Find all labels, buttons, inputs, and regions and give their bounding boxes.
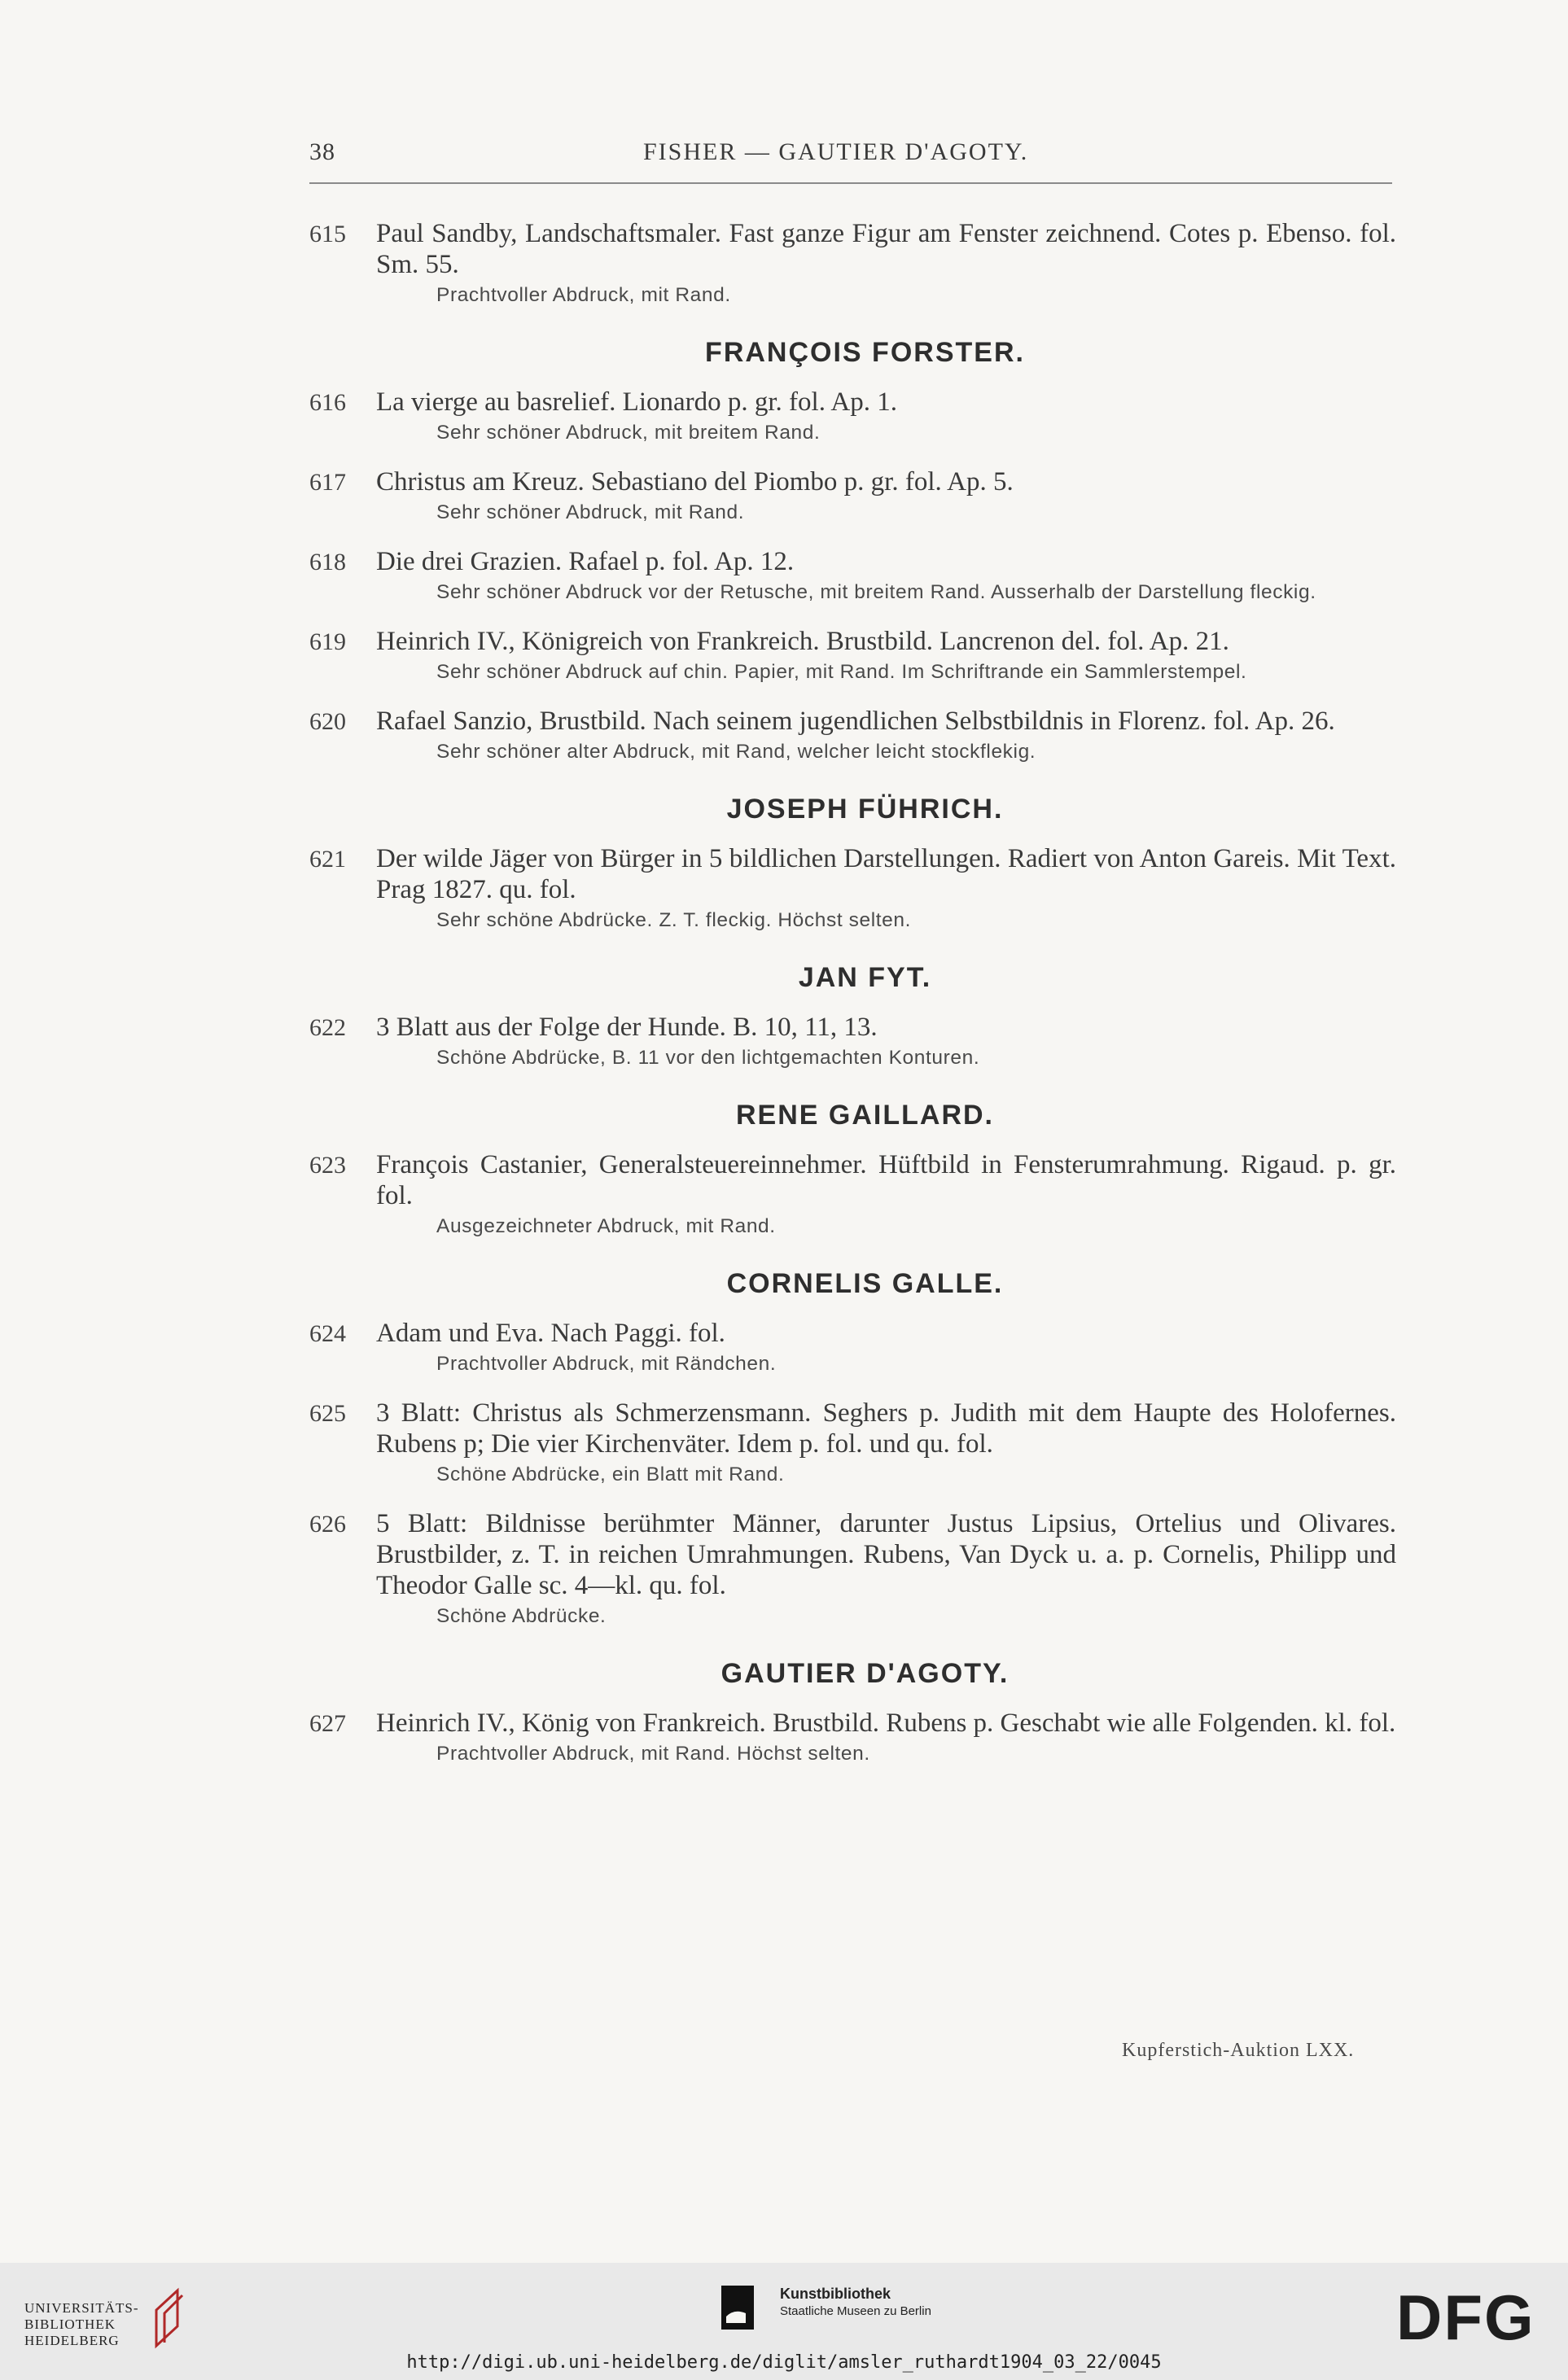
lot-number: 617 [309, 469, 346, 496]
artist-heading: CORNELIS GALLE. [726, 1268, 1004, 1299]
condition-note: Sehr schöne Abdrücke. Z. T. fleckig. Höchst selten. [436, 909, 912, 931]
page-header [309, 138, 1392, 179]
lot-number: 623 [309, 1152, 346, 1179]
condition-note: Sehr schöner Abdruck, mit Rand. [436, 501, 745, 523]
lot-description: 3 Blatt aus der Folge der Hunde. B. 10, 11, 13. [376, 1013, 878, 1042]
catalogue-entry [309, 1012, 1396, 1072]
catalogue-entry [309, 1318, 1396, 1378]
lot-description: La vierge au basrelief. Lionardo p. gr. fol. Ap. 1. [376, 387, 897, 417]
catalogue-entry [309, 546, 1396, 606]
signature-line: Kupferstich-Auktion LXX. [1122, 2040, 1355, 2061]
condition-note: Schöne Abdrücke. [436, 1605, 607, 1627]
condition-note: Sehr schöner alter Abdruck, mit Rand, welcher leicht stockflekig. [436, 741, 1036, 763]
lot-number: 621 [309, 846, 346, 873]
artist-heading: GAUTIER D'AGOTY. [720, 1658, 1010, 1689]
catalogue-entry [309, 706, 1396, 766]
page-number: 38 [309, 138, 335, 165]
lot-description: Adam und Eva. Nach Paggi. fol. [376, 1319, 725, 1348]
lot-number: 620 [309, 708, 346, 735]
lot-number: 615 [309, 221, 346, 247]
lot-number: 619 [309, 628, 346, 655]
artist-heading: RENE GAILLARD. [736, 1100, 994, 1131]
lot-number: 625 [309, 1400, 346, 1427]
lot-description: Christus am Kreuz. Sebastiano del Piombo p. gr. fol. Ap. 5. [376, 467, 1014, 497]
lot-number: 622 [309, 1014, 346, 1041]
condition-note: Ausgezeichneter Abdruck, mit Rand. [436, 1215, 776, 1237]
artist-heading: JAN FYT. [798, 962, 932, 993]
condition-note: Schöne Abdrücke, ein Blatt mit Rand. [436, 1463, 785, 1485]
catalogue-entry [309, 218, 1396, 309]
catalogue-entry [309, 466, 1396, 527]
university-line: UNIVERSITÄTS- [24, 2300, 139, 2316]
kunstbibliothek-name: Kunstbibliothek [780, 2286, 891, 2302]
lot-description: Heinrich IV., König von Frankreich. Brustbild. Rubens p. Geschabt wie alle Folgenden. kl. fol. [376, 1708, 1396, 1738]
catalogue-entry [309, 1149, 1396, 1240]
lot-description: 5 Blatt: Bildnisse berühmter Männer, darunter Justus Lipsius, Ortelius und Olivares. Brustbilder, z. T. in reichen Umrahmungen. Rubens, Van Dyck u. a. p. Cornelis, Philipp und Theodor Galle sc. 4—kl. qu. fol. [376, 1509, 1396, 1600]
catalogue-entry [309, 626, 1396, 686]
lot-description: Die drei Grazien. Rafael p. fol. Ap. 12. [376, 547, 795, 576]
lot-number: 618 [309, 549, 346, 575]
lot-description: Rafael Sanzio, Brustbild. Nach seinem jugendlichen Selbstbildnis in Florenz. fol. Ap. 26. [376, 707, 1335, 736]
lot-description: Der wilde Jäger von Bürger in 5 bildlichen Darstellungen. Radiert von Anton Gareis. Mit Text. Prag 1827. qu. fol. [376, 844, 1396, 904]
lot-description: 3 Blatt: Christus als Schmerzensmann. Seghers p. Judith mit dem Haupte des Holofernes. Rubens p; Die vier Kirchenväter. Idem p. fol. und qu. fol. [376, 1398, 1396, 1459]
condition-note: Prachtvoller Abdruck, mit Rand. [436, 284, 731, 306]
condition-note: Schöne Abdrücke, B. 11 vor den lichtgemachten Konturen. [436, 1047, 980, 1069]
catalogue-entry [309, 843, 1396, 934]
kunstbibliothek-logo-icon [718, 2284, 757, 2331]
university-line: HEIDELBERG [24, 2333, 120, 2348]
lot-number: 616 [309, 389, 346, 416]
catalogue-entry [309, 1708, 1396, 1768]
lot-description: Heinrich IV., Königreich von Frankreich. Brustbild. Lancrenon del. fol. Ap. 21. [376, 627, 1229, 656]
condition-note: Sehr schöner Abdruck vor der Retusche, mit breitem Rand. Ausserhalb der Darstellung fleckig. [436, 581, 1316, 603]
catalogue-entry [309, 1398, 1396, 1489]
condition-note: Sehr schöner Abdruck, mit breitem Rand. [436, 422, 821, 444]
kunstbibliothek-label [780, 2286, 931, 2318]
viewer-footer [0, 2263, 1568, 2380]
catalogue-entry [309, 1508, 1396, 1630]
kunstbibliothek-subtitle: Staatliche Museen zu Berlin [780, 2304, 931, 2318]
running-title: FISHER — GAUTIER D'AGOTY. [643, 138, 1029, 165]
catalogue-content [309, 218, 1396, 1787]
artist-heading: FRANÇOIS FORSTER. [705, 337, 1025, 368]
lot-description: Paul Sandby, Landschaftsmaler. Fast ganze Figur am Fenster zeichnend. Cotes p. Ebenso. fol. Sm. 55. [376, 219, 1396, 279]
lot-description: François Castanier, Generalsteuereinnehmer. Hüftbild in Fensterumrahmung. Rigaud. p. gr. fol. [376, 1150, 1396, 1210]
university-library-name [24, 2300, 139, 2349]
condition-note: Prachtvoller Abdruck, mit Rand. Höchst selten. [436, 1743, 870, 1765]
artist-heading: JOSEPH FÜHRICH. [726, 794, 1004, 825]
dfg-logo: DFG [1396, 2282, 1535, 2353]
condition-note: Prachtvoller Abdruck, mit Rändchen. [436, 1353, 777, 1375]
condition-note: Sehr schöner Abdruck auf chin. Papier, mit Rand. Im Schriftrande ein Sammlerstempel. [436, 661, 1247, 683]
header-divider [309, 182, 1392, 184]
lot-number: 626 [309, 1511, 346, 1538]
lot-number: 624 [309, 1320, 346, 1347]
catalogue-entry [309, 387, 1396, 447]
university-line: BIBLIOTHEK [24, 2317, 116, 2332]
university-logo-icon [145, 2286, 194, 2351]
permalink-url[interactable]: http://digi.ub.uni-heidelberg.de/diglit/amsler_ruthardt1904_03_22/0045 [406, 2352, 1162, 2373]
lot-number: 627 [309, 1710, 346, 1737]
